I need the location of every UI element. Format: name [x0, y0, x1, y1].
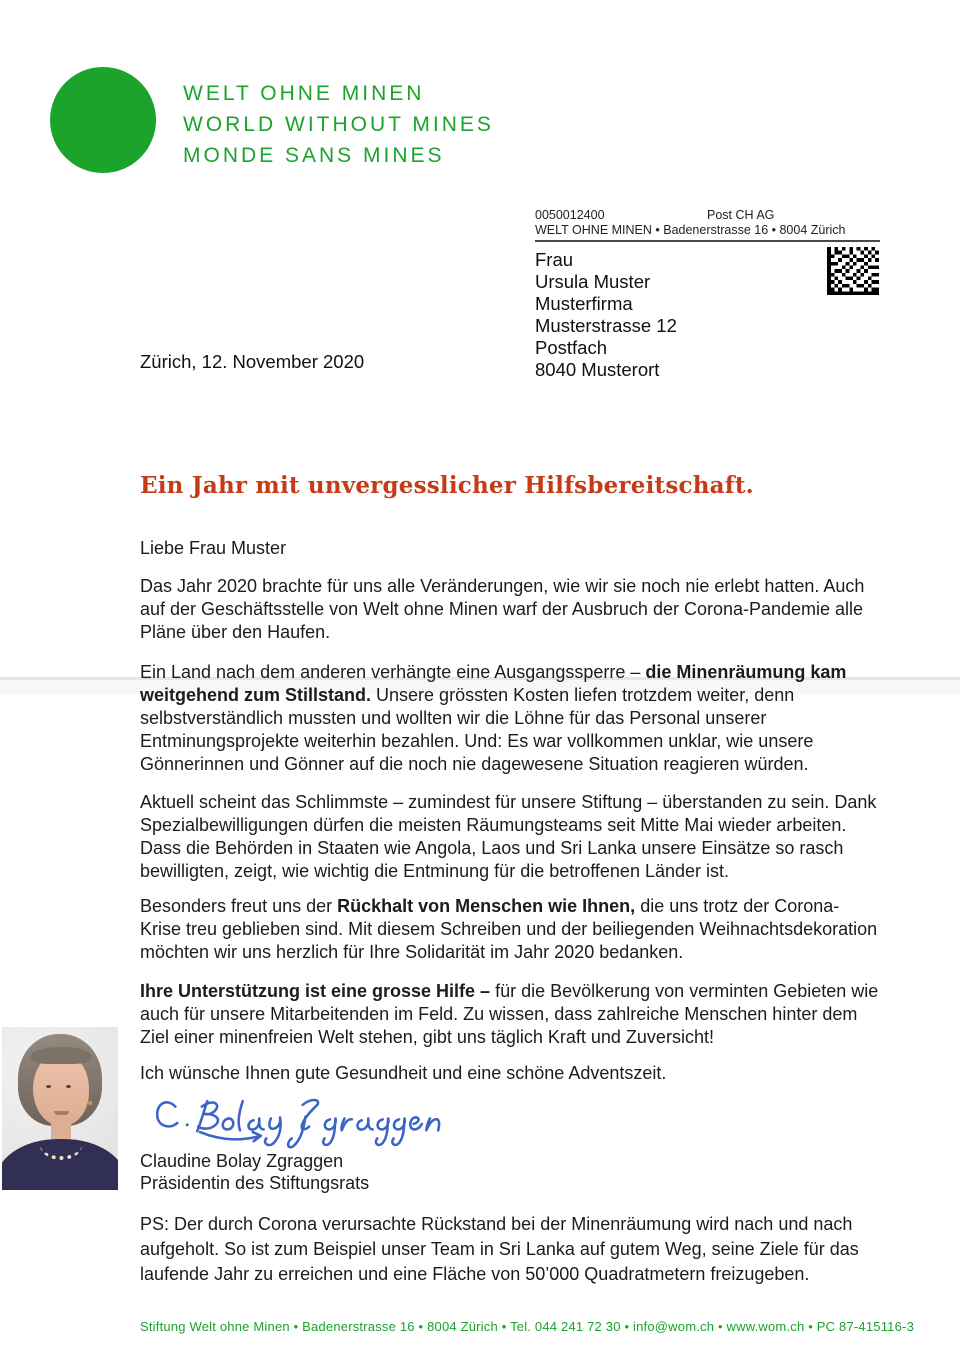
- brand-line-en: WORLD WITHOUT MINES: [183, 113, 494, 136]
- portrait-eye: [66, 1085, 71, 1088]
- recipient-line: Frau: [535, 249, 574, 270]
- recipient-line: 8040 Musterort: [535, 359, 660, 380]
- paragraph-3: Aktuell scheint das Schlimmste – zumindest für unsere Stiftung – überstanden zu sein. Dank Spezialbewilligungen dürfen die meisten Räumungsteams seit Mitte Mai wieder arbeiten. Dass die Behörden in Staaten wie Angola, Laos und Sri Lanka unsere Einsätze so rasch bewilligten, zeigt, wie wichtig die Entminung für die betroffenen Länder ist.: [140, 792, 877, 881]
- signer-block: [140, 1150, 369, 1194]
- brand-wordmark: [183, 78, 494, 171]
- paragraph-2: Ein Land nach dem anderen verhängte eine Ausgangssperre – die Minenräumung kam weitgehend zum Stillstand. Unsere grössten Kosten liefen trotzdem weiter, denn selbstverständlich mussten und wollten wir die Löhne für das Personal unserer Entminungsprojekte weiterhin bezahlen. Und: Es war vollkommen unklar, wie unsere Gönnerinnen und Gönner auf die noch nie dagewesene Situation reagieren würden.: [140, 662, 847, 774]
- recipient-line: Musterstrasse 12: [535, 315, 677, 336]
- signature-handwriting-icon: [150, 1092, 450, 1154]
- recipient-line: Musterfirma: [535, 293, 633, 314]
- paragraph-4: Besonders freut uns der Rückhalt von Menschen wie Ihnen, die uns trotz der Corona-Krise treu geblieben sind. Mit diesem Schreiben und der beiliegenden Weihnachtsdekoration möchten wir uns herzlich für Ihre Solidarität im Jahr 2020 bedanken.: [140, 896, 878, 962]
- signer-name: Claudine Bolay Zgraggen: [140, 1151, 344, 1171]
- ps-paragraph: PS: Der durch Corona verursachte Rückstand bei der Minenräumung wird nach und nach aufgeholt. So ist zum Beispiel unser Team in Sri Lanka auf gutem Weg, seine Ziele für das laufende Jahr zu erreichen und eine Fläche von 50’000 Quadratmetern freizugeben.: [140, 1214, 859, 1284]
- footer-contact-line: Stiftung Welt ohne Minen • Badenerstrasse 16 • 8004 Zürich • Tel. 044 241 72 30 • info@wom.ch • www.wom.ch • PC 87-415116-3: [140, 1319, 915, 1334]
- portrait-photo: [2, 1027, 118, 1190]
- portrait-necklace: [40, 1130, 82, 1160]
- greeting: Liebe Frau Muster: [140, 538, 287, 558]
- brand-line-de: WELT OHNE MINEN: [183, 82, 425, 105]
- paragraph-1: Das Jahr 2020 brachte für uns alle Veränderungen, wie wir sie noch nie erlebt hatten. Auch auf der Geschäftsstelle von Welt ohne Minen warf der Ausbruch der Corona-Pandemie alle Pläne über den Haufen.: [140, 576, 865, 642]
- brand-logo-circle-icon: [50, 67, 156, 173]
- portrait-mouth: [54, 1111, 69, 1115]
- paragraph-5: Ihre Unterstützung ist eine grosse Hilfe – für die Bevölkerung von verminten Gebieten wie auch für unsere Mitarbeitenden im Feld. Zu wissen, dass zahlreiche Menschen hinter dem Ziel einer minenfreien Welt stehen, gibt uns täglich Kraft und Zuversicht!: [140, 981, 879, 1047]
- franking-number: 0050012400: [535, 208, 605, 222]
- portrait-fringe: [31, 1047, 91, 1064]
- portrait-eye: [46, 1085, 51, 1088]
- sender-line: WELT OHNE MINEN • Badenerstrasse 16 • 8004 Zürich: [535, 224, 880, 242]
- recipient-line: Postfach: [535, 337, 607, 358]
- postal-datamatrix-icon: [827, 247, 879, 295]
- franking-row: [535, 209, 880, 222]
- address-window: [535, 209, 880, 381]
- carrier-label: Post CH AG: [707, 208, 775, 222]
- portrait-earring: [88, 1101, 92, 1105]
- closing-sentence: Ich wünsche Ihnen gute Gesundheit und eine schöne Adventszeit.: [140, 1063, 667, 1083]
- recipient-line: Ursula Muster: [535, 271, 651, 292]
- brand-line-fr: MONDE SANS MINES: [183, 144, 445, 167]
- letter-headline: Ein Jahr mit unvergesslicher Hilfsbereitschaft.: [140, 472, 754, 499]
- dateline: Zürich, 12. November 2020: [140, 351, 365, 372]
- signer-title: Präsidentin des Stiftungsrats: [140, 1173, 370, 1193]
